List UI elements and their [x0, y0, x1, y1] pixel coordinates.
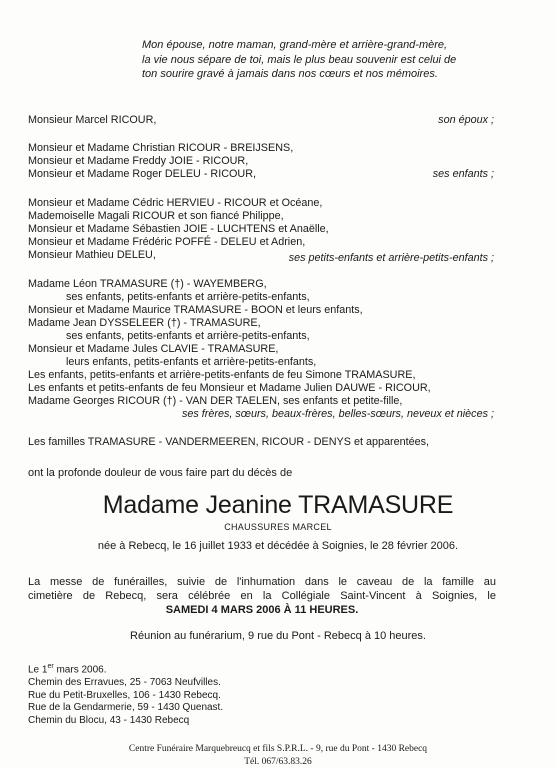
family-line: Les enfants et petits-enfants de feu Monsieur et Madame Julien DAUWE - RICOUR, [28, 382, 431, 394]
grandchild-line: Mademoiselle Magali RICOUR et son fiancé Philippe, [28, 210, 284, 222]
family-line: Madame Jean DYSSELEER (†) - TRAMASURE, [28, 317, 261, 329]
families-line: Les familles TRAMASURE - VANDERMEEREN, RICOUR - DENYS et apparentées, [28, 436, 429, 448]
family-line: Madame Léon TRAMASURE (†) - WAYEMBERG, [28, 278, 267, 290]
grandchild-line: Monsieur et Madame Cédric HERVIEU - RICOUR et Océane, [28, 197, 323, 209]
family-line: Les enfants, petits-enfants et arrière-petits-enfants de feu Simone TRAMASURE, [28, 369, 416, 381]
grandchild-line: Monsieur Mathieu DELEU, [28, 249, 156, 261]
grandchild-line: Monsieur et Madame Sébastien JOIE - LUCHTENS et Anaëlle, [28, 223, 329, 235]
family-line: Monsieur et Madame Jules CLAVIE - TRAMASURE, [28, 343, 279, 355]
family-line: Monsieur et Madame Maurice TRAMASURE - BOON et leurs enfants, [28, 304, 363, 316]
child-line: Monsieur et Madame Freddy JOIE - RICOUR, [28, 155, 249, 167]
funeral-home-footer: Centre Funéraire Marquebreucq et fils S.P.R.L. - 9, rue du Pont - 1430 Rebecq [128, 744, 428, 754]
funeral-line: La messe de funérailles, suivie de l'inhumation dans le caveau de la famille au [28, 576, 496, 588]
birth-death-line: née à Rebecq, le 16 juillet 1933 et décédée à Soignies, le 28 février 2006. [97, 540, 459, 552]
intro-line: Mon épouse, notre maman, grand-mère et arrière-grand-mère, [142, 39, 448, 51]
family-line: ses enfants, petits-enfants et arrière-petits-enfants, [66, 330, 310, 342]
deceased-name [0, 490, 556, 520]
deceased-company: CHAUSSURES MARCEL [224, 522, 332, 532]
child-line: Monsieur et Madame Christian RICOUR - BREIJSENS, [28, 142, 294, 154]
family-line: ses enfants, petits-enfants et arrière-petits-enfants, [66, 291, 310, 303]
funeral-date: SAMEDI 4 MARS 2006 À 11 HEURES. [165, 604, 359, 616]
address-line: Chemin des Erravues, 25 - 7063 Neufvilles. [28, 676, 221, 688]
funeral-line: cimetière de Rebecq, sera célébrée en la Collégiale Saint-Vincent à Soignies, le [28, 590, 496, 602]
spouse-name: Monsieur Marcel RICOUR, [28, 114, 157, 126]
intro-line: la vie nous sépare de toi, mais le plus beau souvenir est celui de [142, 53, 457, 66]
deceased-title-name: Madame Jeanine [102, 491, 292, 519]
intro-poem [142, 38, 456, 82]
address-line: Chemin du Blocu, 43 - 1430 Rebecq [28, 714, 190, 726]
date-line: Le 1er mars 2006. [28, 663, 107, 676]
announcement: ont la profonde douleur de vous faire part du décès de [28, 467, 293, 479]
child-line: Monsieur et Madame Roger DELEU - RICOUR, [28, 168, 257, 180]
siblings-role: ses frères, sœurs, beaux-frères, belles-sœurs, neveux et nièces ; [181, 408, 494, 420]
deceased-surname: TRAMASURE [298, 491, 454, 519]
grandchild-line: Monsieur et Madame Frédéric POFFÉ - DELEU et Adrien, [28, 236, 306, 248]
funeral-details [28, 575, 496, 617]
family-line: leurs enfants, petits-enfants et arrière-petits-enfants, [66, 356, 317, 368]
grandchildren-role: ses petits-enfants et arrière-petits-enfants ; [288, 252, 494, 264]
funeral-home-phone: Tél. 067/63.83.26 [244, 757, 312, 767]
intro-line: ton sourire gravé à jamais dans nos cœurs et nos mémoires. [142, 68, 438, 80]
spouse-role: son époux ; [438, 114, 494, 126]
children-role: ses enfants ; [432, 168, 494, 180]
address-block [28, 661, 223, 727]
address-line: Rue de la Gendarmerie, 59 - 1430 Quenast. [28, 702, 224, 714]
reunion-line: Réunion au funérarium, 9 rue du Pont - Rebecq à 10 heures. [130, 630, 426, 642]
address-line: Rue du Petit-Bruxelles, 106 - 1430 Rebecq. [28, 689, 221, 701]
family-line: Madame Georges RICOUR (†) - VAN DER TAELEN, ses enfants et petite-fille, [28, 395, 403, 407]
